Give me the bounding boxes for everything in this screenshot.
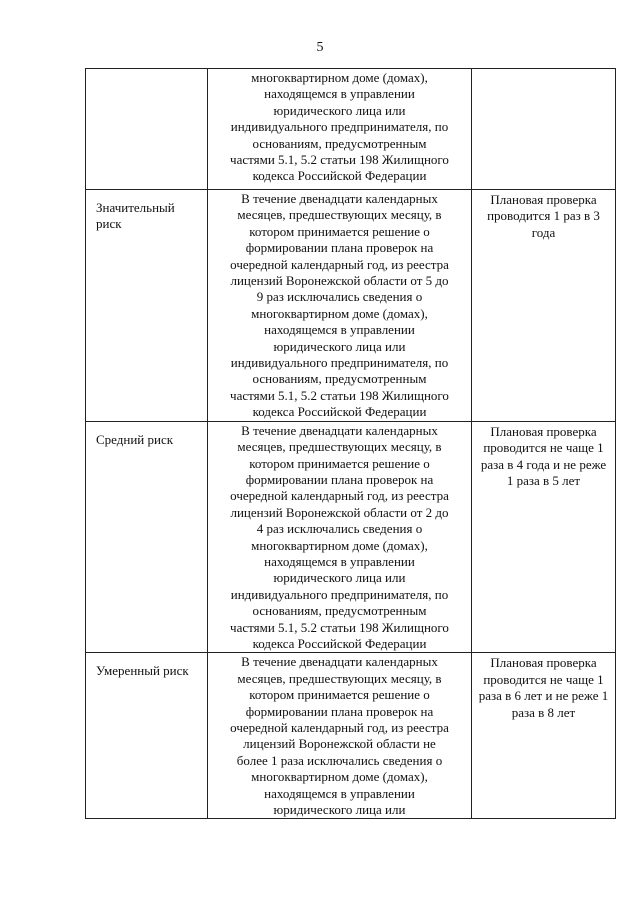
criteria-line: находящемся в управлении	[264, 322, 415, 338]
criteria-line: основаниям, предусмотренным	[252, 603, 427, 619]
criteria-line: котором принимается решение о	[249, 687, 430, 703]
criteria-line: В течение двенадцати календарных	[241, 191, 438, 206]
criteria-cell	[208, 69, 472, 190]
risk-level-cell	[86, 190, 208, 422]
criteria-cell	[208, 190, 472, 422]
risk-level-label: Умеренный риск	[96, 663, 189, 679]
criteria-line: месяцев, предшествующих месяцу, в	[237, 439, 442, 455]
criteria-text	[208, 190, 471, 421]
risk-level-cell	[86, 69, 208, 190]
criteria-line: находящемся в управлении	[264, 785, 415, 801]
criteria-line: котором принимается решение о	[249, 455, 430, 471]
criteria-line: юридического лица или	[273, 570, 406, 586]
criteria-line: юридического лица или	[273, 338, 406, 354]
criteria-line: 9 раз исключались сведения о	[256, 289, 423, 305]
criteria-text	[208, 422, 471, 653]
frequency-text: Плановая проверка проводится не чаще 1 раза в 6 лет и не реже 1 раза в 8 лет	[478, 655, 609, 720]
criteria-line: находящемся в управлении	[264, 553, 415, 569]
criteria-line: очередной календарный год, из реестра	[230, 256, 449, 272]
frequency-cell	[472, 69, 616, 190]
criteria-line: находящемся в управлении	[264, 86, 415, 102]
risk-level-label	[86, 69, 207, 79]
risk-level-cell	[86, 653, 208, 819]
criteria-line: формировании плана проверок на	[245, 703, 434, 719]
criteria-line: многоквартирном доме (домах),	[251, 70, 428, 85]
criteria-line: юридического лица или	[273, 802, 406, 818]
risk-level-cell	[86, 421, 208, 653]
criteria-line: частями 5.1, 5.2 статьи 198 Жилищного	[230, 619, 449, 635]
criteria-line: В течение двенадцати календарных	[241, 654, 438, 670]
criteria-cell	[208, 421, 472, 653]
criteria-line: частями 5.1, 5.2 статьи 198 Жилищного	[230, 387, 449, 403]
table-row-medium-risk	[86, 421, 616, 653]
criteria-line: В течение двенадцати календарных	[241, 422, 438, 438]
criteria-line: кодекса Российской Федерации	[252, 635, 427, 651]
criteria-cell	[208, 653, 472, 819]
table-row-significant-risk	[86, 190, 616, 422]
criteria-line: более 1 раза исключались сведения о	[236, 752, 443, 768]
criteria-line: основаниям, предусмотренным	[252, 371, 427, 387]
frequency-cell	[472, 653, 616, 819]
criteria-line: очередной календарный год, из реестра	[230, 488, 449, 504]
criteria-line: основаниям, предусмотренным	[252, 135, 427, 151]
criteria-line: многоквартирном доме (домах),	[251, 305, 428, 321]
criteria-line: кодекса Российской Федерации	[252, 168, 427, 184]
criteria-line: формировании плана проверок на	[245, 240, 434, 256]
criteria-line: многоквартирном доме (домах),	[251, 537, 428, 553]
page-number: 5	[316, 40, 324, 55]
risk-level-label: Средний риск	[96, 431, 174, 447]
criteria-line: месяцев, предшествующих месяцу, в	[237, 207, 442, 223]
criteria-text	[208, 69, 471, 185]
frequency-cell	[472, 190, 616, 422]
frequency-text	[472, 69, 615, 71]
risk-category-table	[85, 68, 616, 819]
criteria-line: лицензий Воронежской области от 5 до	[230, 273, 449, 289]
frequency-text: Плановая проверка проводится 1 раз в 3 года	[487, 192, 600, 240]
criteria-line: индивидуального предпринимателя, по	[230, 355, 449, 371]
criteria-line: лицензий Воронежской области от 2 до	[230, 504, 449, 520]
criteria-line: индивидуального предпринимателя, по	[230, 586, 449, 602]
criteria-line: котором принимается решение о	[249, 223, 430, 239]
criteria-line: частями 5.1, 5.2 статьи 198 Жилищного	[230, 152, 449, 168]
table-row-continuation	[86, 69, 616, 190]
criteria-line: кодекса Российской Федерации	[252, 404, 427, 420]
criteria-line: юридического лица или	[273, 102, 406, 118]
table-row-moderate-risk	[86, 653, 616, 819]
criteria-text	[208, 653, 471, 818]
criteria-line: индивидуального предпринимателя, по	[230, 119, 449, 135]
risk-level-label: Значительный риск	[96, 200, 175, 232]
criteria-line: многоквартирном доме (домах),	[251, 769, 428, 785]
criteria-line: лицензий Воронежской области не	[243, 736, 436, 752]
criteria-line: 4 раз исключались сведения о	[256, 521, 423, 537]
frequency-cell	[472, 421, 616, 653]
criteria-line: месяцев, предшествующих месяцу, в	[237, 670, 442, 686]
criteria-line: очередной календарный год, из реестра	[230, 720, 449, 735]
criteria-line: формировании плана проверок на	[245, 471, 434, 487]
frequency-text: Плановая проверка проводится не чаще 1 раза в 4 года и не реже 1 раза в 5 лет	[480, 423, 607, 488]
